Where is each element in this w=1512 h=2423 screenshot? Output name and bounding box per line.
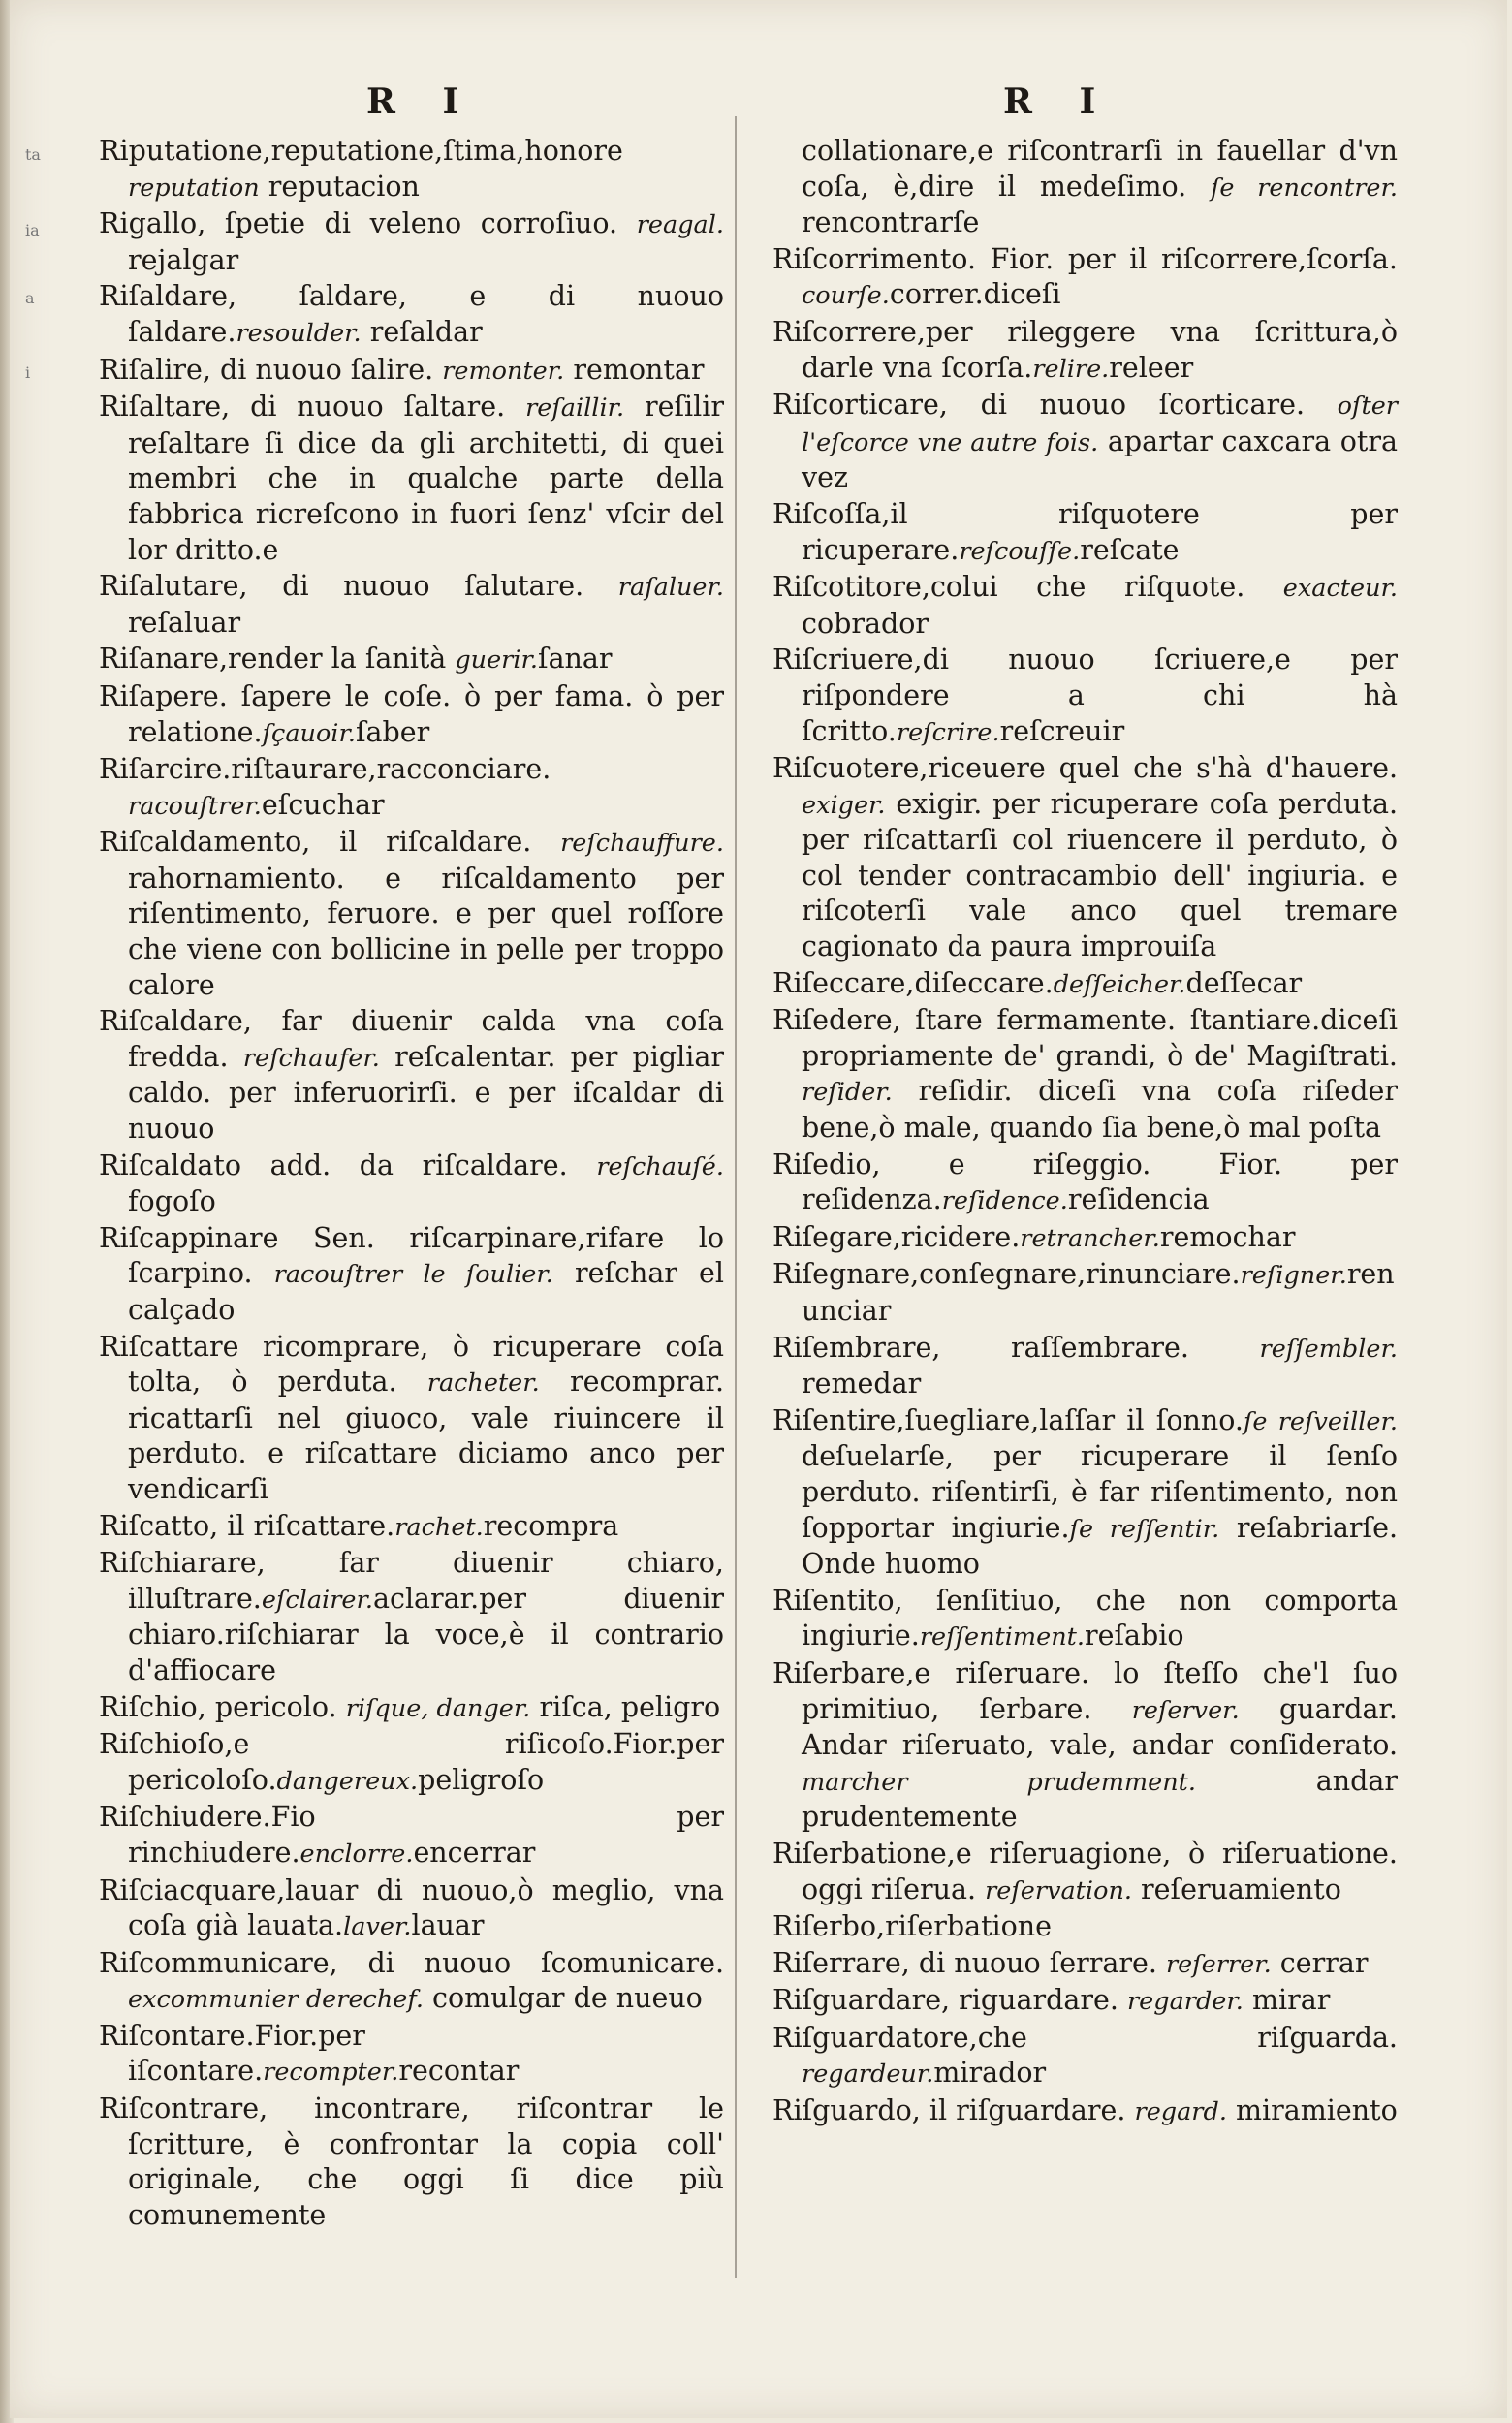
dictionary-entry [99,679,724,751]
margin-mark: ia [25,221,40,239]
spanish-gloss: reſcalentar. per pigliar caldo. per inferuorirſi. e per iſcaldar di nuouo [128,1040,725,1146]
dictionary-entry [772,1220,1398,1257]
dictionary-page [10,0,1507,2418]
dictionary-entry [99,206,724,278]
dictionary-entry [99,1221,724,1329]
dictionary-entry [772,2093,1398,2130]
headword-text: Riſcaldamento, il riſcaldare. [99,826,561,859]
spanish-gloss: remontar [564,353,705,386]
dictionary-entry [99,390,724,568]
spanish-gloss: reſcreuir [999,714,1125,747]
headword-text: Riſerbo,riſerbatione [772,1910,1053,1943]
dictionary-entry [99,1727,724,1799]
french-gloss: reſerver. [1131,1695,1240,1725]
french-gloss: deſſeicher. [1053,969,1186,999]
dictionary-entry [772,1403,1398,1583]
french-gloss: reſcouſſe. [959,536,1081,566]
french-gloss: regarder. [1126,1987,1244,2017]
headword-text: Riſcorrere,per rileggere vna ſcrittura,ò darle vna ſcorſa. [772,315,1398,384]
dictionary-entry [772,1656,1398,1836]
headword-text: Riſguardatore,che riſguarda. [772,2021,1398,2054]
dictionary-entry [772,643,1398,750]
headword-text: Riſchiudere.Fio per rinchiudere. [99,1801,724,1869]
dictionary-entry [99,1004,724,1147]
spanish-gloss: peligroſo [418,1763,545,1796]
margin-mark: i [25,363,31,382]
spanish-gloss: recompra [483,1509,619,1542]
dictionary-entry [772,1584,1398,1655]
spanish-gloss: reſidencia [1067,1183,1210,1216]
headword-text: Riſaltare, di nuouo ſaltare. [99,391,526,424]
dictionary-entry [772,2021,1398,2093]
french-gloss: reſerrer. [1165,1949,1272,1979]
french-gloss: reagal. [636,210,724,240]
dictionary-entry [772,315,1398,387]
dictionary-entry [772,1003,1398,1146]
spanish-gloss: correr.diceſi [889,278,1061,311]
headword-text: Riſcriuere,di nuouo ſcriuere,e per riſpondere a chi hà ſcritto. [772,644,1398,747]
dictionary-entry [772,966,1398,1003]
french-gloss: ſçauoir. [262,718,356,748]
headword-text: Riſcaldato add. da riſcaldare. [99,1149,597,1181]
spanish-gloss: recomprar. ricattarſi nel giuoco, vale riuincere il perduto. e riſcattare diciamo anco per vendicarſi [128,1366,724,1505]
spanish-gloss: rahornamiento. e riſcaldamento per riſentimento, feruore. e per quel roſſore che viene con bollicine in pelle per troppo calore [128,862,724,1001]
dictionary-entry [772,1148,1398,1219]
headword-text: Riſeccare,diſeccare. [772,966,1054,999]
headword-text: Riſapere. ſapere le coſe. ò per fama. ò per relatione. [99,679,724,748]
headword-text: Riſcotitore,colui che riſquote. [772,571,1283,604]
headword-text: Riſanare,render la ſanità [99,643,456,676]
french-gloss: reſchaufer. [242,1043,380,1073]
spanish-gloss: miramiento [1226,2094,1398,2127]
headword-text: Riſedio, e riſeggio. Fior. per reſidenza. [772,1148,1398,1216]
headword-text: Riſcorrimento. Fior. per il riſcorrere,ſcorſa. [772,242,1398,275]
spanish-gloss: mirador [933,2057,1047,2090]
spanish-gloss: reſilir reſaltare ſi dice da gli architetti, di quei membri che in qualche parte della fabbrica ricreſcono in fuori ſenz' vſcir del lor dritto.e [128,391,724,566]
dictionary-entry [99,279,724,351]
dictionary-entry [772,1331,1398,1402]
french-gloss: enclorre. [299,1839,414,1869]
spanish-gloss: ſanar [538,643,613,676]
spanish-gloss: cerrar [1271,1946,1369,1979]
french-gloss: resoulder. [236,318,362,348]
french-gloss: ſe reſſentir. [1069,1514,1220,1544]
headword-text: Riſerbare,e riſeruare. lo ſteſſo che'l ſuo primitiuo, ſerbare. [772,1656,1398,1725]
spanish-gloss: comulgar de nueuo [423,1982,703,2015]
french-gloss: racouſtrer. [128,791,262,821]
french-gloss: ſe reſveiller. [1243,1406,1399,1436]
headword-text: Riſedere, ſtare fermamente. ſtantiare.diceſi propriamente de' grandi, ò de' Magiſtrati. [772,1004,1398,1072]
spanish-gloss: reſabio [1084,1620,1184,1652]
dictionary-entry [99,825,724,1003]
french-gloss: retrancher. [1020,1223,1160,1253]
headword-text: Riſciacquare,lauar di nuouo,ò meglio, vna coſa già lauata. [99,1873,724,1942]
french-gloss: reſidence. [941,1186,1068,1216]
spanish-gloss: remedar [802,1368,922,1400]
french-gloss: reſcrire. [896,717,1000,747]
dictionary-entry [772,1257,1398,1329]
spanish-gloss: lauar [411,1909,485,1942]
french-gloss: reſervation. [985,1875,1132,1905]
french-gloss: reſſentiment. [919,1622,1085,1652]
dictionary-entry [99,642,724,678]
headword-text: Riſcommunicare, di nuouo ſcomunicare. [99,1946,724,1979]
spanish-gloss: cobrador [802,607,929,640]
headword-text: Riſaldare, ſaldare, e di nuouo ſaldare. [99,280,724,348]
dictionary-entry [772,1983,1398,2020]
spanish-gloss: apartar caxcara otra vez [802,425,1398,494]
french-gloss: riſque, danger. [345,1693,531,1723]
headword-text: Riſcappinare Sen. riſcarpinare,rifare lo ſcarpino. [99,1221,724,1290]
french-gloss: racheter. [426,1369,540,1399]
dictionary-entry [99,1946,724,2018]
french-gloss: racouſtrer le ſoulier. [273,1260,553,1290]
dictionary-entry [99,1800,724,1872]
french-gloss: eſclairer. [261,1585,373,1615]
spanish-gloss: reſeruamiento [1131,1872,1341,1905]
dictionary-entry [772,497,1398,569]
french-gloss: reſchauſé. [596,1151,724,1181]
headword-text: Riſguardo, il riſguardare. [772,2094,1135,2127]
french-gloss: dangereux. [276,1766,419,1796]
headword-text: Rigallo, ſpetie di veleno corroſiuo. [99,207,637,240]
spanish-gloss: aclarar.per diuenir chiaro.riſchiarar la voce,è il contrario d'affiocare [128,1582,724,1686]
spanish-gloss: recontar [398,2055,520,2088]
french-gloss: exiger. [802,790,886,820]
spanish-gloss: reputacion [259,170,420,203]
spanish-gloss: reſaluar [128,606,241,639]
spanish-gloss: andar prudentemente [802,1764,1398,1834]
spanish-gloss: renunciar [802,1258,1395,1327]
left-column [99,134,724,2234]
headword-text: Riſerrare, di nuouo ſerrare. [772,1946,1166,1979]
french-gloss: excommunier derechef. [128,1985,424,2015]
spanish-gloss: remochar [1159,1220,1296,1253]
dictionary-entry [772,1837,1398,1908]
french-gloss: remonter. [442,356,565,386]
headword-text: Riſcontare.Fior.per iſcontare. [99,2019,365,2088]
french-gloss: reſider. [802,1078,893,1108]
headword-text: Riſembrare, raſſembrare. [772,1331,1260,1364]
french-gloss: recompter. [263,2058,399,2088]
dictionary-entry [99,752,724,824]
spanish-gloss: rencontrarſe [802,206,980,239]
headword-text: Riſcaldare, far diuenir calda vna coſa fredda. [99,1005,724,1073]
dictionary-entry [772,751,1398,965]
french-gloss: relire. [1032,354,1110,384]
french-gloss: courſe. [802,281,890,311]
dictionary-entry [772,1909,1398,1945]
headword-text: Riputatione,reputatione,ſtima,honore [99,135,623,167]
headword-text: Riſentito, ſenſitiuo, che non comporta ingiurie. [772,1584,1398,1652]
spanish-gloss: deſſecar [1185,966,1303,999]
right-running-head: R I [1003,81,1114,122]
spanish-gloss: reſchar el calçado [128,1257,724,1326]
headword-text: Riſcontrare, incontrare, riſcontrar le ſcritture, è confrontar la copia coll' originale, che oggi ſi dice più comunemente [99,2093,724,2231]
headword-text: Riſentire,ſuegliare,laſſar il ſonno. [772,1403,1244,1436]
spanish-gloss: ſaber [355,715,430,748]
french-gloss: marcher prudemment. [802,1767,1196,1797]
headword-text: Riſerbatione,e riſeruagione, ò riſeruatione. oggi riſerua. [772,1837,1398,1905]
french-gloss: rachet. [394,1512,484,1542]
headword-text: Riſegare,ricidere. [772,1220,1021,1253]
french-gloss: exacteur. [1282,574,1398,604]
dictionary-entry [99,1546,724,1688]
headword-text: Riſcorticare, di nuouo ſcorticare. [772,389,1338,422]
spanish-gloss: guardar. Andar riſeruato, vale, andar conſiderato. [802,1692,1398,1762]
french-gloss: laver. [343,1912,412,1942]
dictionary-entry [99,353,724,390]
spanish-gloss: fogoſo [128,1185,216,1218]
headword-text: Riſalire, di nuouo ſalire. [99,353,443,386]
headword-text: Riſegnare,conſegnare,rinunciare. [772,1258,1241,1291]
spanish-gloss: reſcate [1080,533,1180,566]
margin-mark: ta [25,145,41,164]
dictionary-entry [99,1690,724,1727]
dictionary-entry [772,134,1398,241]
headword-text: Riſguardare, riguardare. [772,1984,1127,2017]
spanish-gloss: eſcuchar [261,788,385,821]
headword-text: Riſarcire.riſtaurare,racconciare. [99,753,551,786]
dictionary-entry [99,1330,724,1508]
headword-text: collationare,e riſcontrarſi in fauellar d'vn coſa, è,dire il medeſimo. [802,135,1398,203]
column-divider [735,116,737,2278]
spanish-gloss: riſca, peligro [530,1690,721,1723]
french-gloss: reſigner. [1240,1261,1347,1291]
headword-text: Riſchioſo,e riſicoſo.Fior.per pericoloſo. [99,1728,724,1796]
margin-mark: a [25,289,35,307]
french-gloss: oſter l'eſcorce vne autre fois. [802,392,1398,457]
spanish-gloss: reſabriarſe. Onde huomo [802,1511,1398,1581]
headword-text: Riſcoſſa,il riſquotere per ricuperare. [772,497,1398,566]
spanish-gloss: rejalgar [128,243,239,276]
dictionary-entry [99,1509,724,1546]
dictionary-entry [99,569,724,641]
dictionary-entry [772,242,1398,314]
left-running-head: R I [366,81,477,122]
dictionary-entry [99,2019,724,2091]
dictionary-entry [99,1873,724,1945]
spanish-gloss: deſuelarſe, per ricuperare il ſenſo perduto. riſentirſi, è far riſentimento, non ſopportar ingiurie. [802,1440,1398,1544]
headword-text: Riſcatto, il riſcattare. [99,1509,395,1542]
headword-text: Riſchiarare, far diuenir chiaro, illuſtrare. [99,1547,724,1615]
dictionary-entry [99,134,724,205]
right-column [772,134,1398,2131]
french-gloss: reſſembler. [1259,1334,1398,1364]
headword-text: Riſcattare ricomprare, ò ricuperare coſa tolta, ò perduta. [99,1330,724,1399]
french-gloss: raſaluer. [617,573,724,603]
dictionary-entry [772,570,1398,642]
spanish-gloss: mirar [1243,1984,1331,2017]
french-gloss: reputation [128,173,260,203]
french-gloss: ſe rencontrer. [1210,173,1398,203]
french-gloss: reſaillir. [525,393,625,424]
spanish-gloss: releer [1109,351,1194,384]
spanish-gloss: encerrar [413,1836,536,1869]
dictionary-entry [99,2092,724,2233]
headword-text: Riſchio, pericolo. [99,1690,346,1723]
spanish-gloss: reſaldar [361,315,483,348]
dictionary-entry [772,388,1398,496]
headword-text: Riſalutare, di nuouo ſalutare. [99,570,618,603]
french-gloss: regardeur. [802,2060,934,2090]
french-gloss: regard. [1134,2097,1227,2127]
french-gloss: guerir. [455,645,539,676]
spanish-gloss: exigir. per ricuperare coſa perduta. per riſcattarſi col riuencere il perduto, ò col tender contracambio dell' ingiuria. e riſcoterſi vale anco quel tremare cagionato da paura improuiſa [802,787,1398,963]
headword-text: Riſcuotere,riceuere quel che s'hà d'hauere. [772,752,1398,785]
spanish-gloss: reſidir. diceſi vna coſa riſeder bene,ò male, quando ſia bene,ò mal poſta [802,1075,1398,1145]
french-gloss: reſchauffure. [560,829,724,859]
dictionary-entry [772,1946,1398,1983]
dictionary-entry [99,1149,724,1220]
